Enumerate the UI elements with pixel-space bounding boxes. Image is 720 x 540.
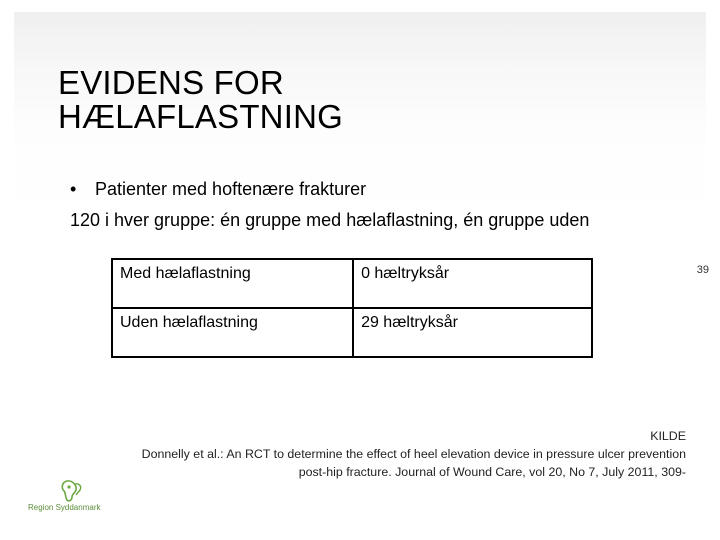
source-label: KILDE [650,429,686,443]
source-citation [46,427,686,481]
bullet-item [70,179,366,200]
bullet-text: Patienter med hoftenære frakturer [95,179,367,199]
table-row [112,308,592,357]
logo-text: Region Syddanmark [28,503,101,512]
source-line-2: post-hip fracture. Journal of Wound Care, vol 20, No 7, July 2011, 309- [298,465,686,479]
table-row [112,259,592,308]
page-number: 39 [696,264,709,276]
table-cell-result: 29 hæltryksår [353,308,592,357]
results-table [111,258,593,358]
bullet-dot: • [70,179,77,199]
source-line-1: Donnelly et al.: An RCT to determine the effect of heel elevation device in pressure ulcer prevention [141,447,686,461]
title-line-1: EVIDENS FOR [58,64,284,101]
title-line-2: HÆLAFLASTNING [58,98,343,135]
table-cell-result: 0 hæltryksår [353,259,592,308]
region-syddanmark-logo [28,478,101,514]
table-cell-group: Med hælaflastning [112,259,353,308]
slide-title [58,66,343,134]
table-cell-group: Uden hælaflastning [112,308,353,357]
group-description: 120 i hver gruppe: én gruppe med hælaflastning, én gruppe uden [70,210,590,230]
region-logo-icon [58,478,86,504]
